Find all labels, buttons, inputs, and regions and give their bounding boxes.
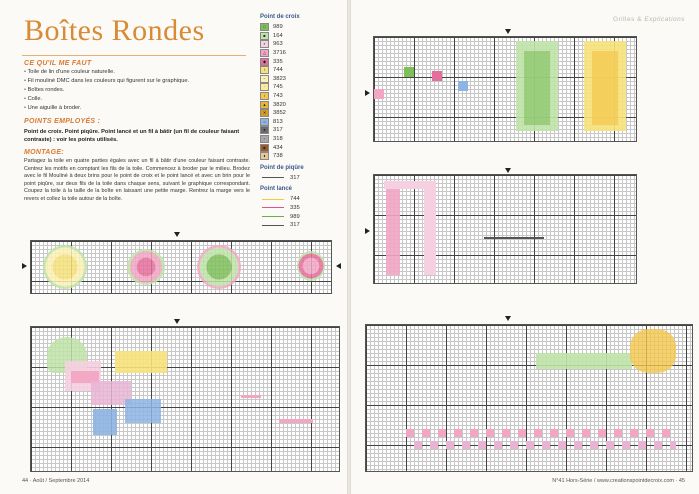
legend-cross-list bbox=[260, 23, 344, 161]
flower-motif bbox=[93, 409, 117, 435]
border-motif bbox=[384, 181, 436, 189]
legend-line-swatch bbox=[262, 177, 284, 178]
materials-item: • Fil mouliné DMC dans les couleurs qui figurent sur le graphique. bbox=[24, 77, 244, 86]
legend-line-swatch bbox=[262, 207, 284, 208]
legend-swatch: △ bbox=[260, 49, 269, 57]
materials-list bbox=[24, 68, 244, 113]
legend-row bbox=[260, 143, 344, 152]
left-page bbox=[0, 0, 347, 494]
legend-swatch: − bbox=[260, 75, 269, 83]
stitch-block bbox=[432, 71, 442, 81]
color-legend bbox=[260, 14, 344, 229]
legend-swatch: / bbox=[260, 92, 269, 100]
legend-swatch: ● bbox=[260, 126, 269, 134]
legend-straight-list bbox=[260, 195, 344, 229]
legend-swatch: ⬧ bbox=[260, 152, 269, 160]
legend-row bbox=[260, 135, 344, 144]
legend-code: 164 bbox=[273, 32, 283, 39]
legend-swatch: ▫ bbox=[260, 135, 269, 143]
legend-cross-heading: Point de croix bbox=[260, 14, 300, 20]
page-footer: N°41 Hors-Série / www.creationspointdecroix.com · 45 bbox=[552, 478, 685, 484]
materials-item: • Boîtes rondes. bbox=[24, 86, 244, 95]
legend-code: 3823 bbox=[273, 75, 286, 82]
legend-row bbox=[260, 32, 344, 41]
legend-swatch: ▲ bbox=[260, 101, 269, 109]
stitches-text: Point de croix. Point piqûre. Point lancé et un fil à bâtir (un fil de couleur faisant contraste) : voir les points utilisés. bbox=[24, 129, 240, 143]
flower-motif bbox=[125, 399, 161, 423]
center-arrow-icon bbox=[22, 263, 27, 269]
legend-swatch: □ bbox=[260, 23, 269, 31]
heart-line bbox=[241, 395, 261, 398]
center-arrow-icon bbox=[365, 228, 370, 234]
legend-row bbox=[260, 40, 344, 49]
legend-row bbox=[260, 92, 344, 101]
legend-code: 318 bbox=[273, 136, 283, 143]
border-motif bbox=[386, 189, 400, 275]
page-footer: 44 · Août / Septembre 2014 bbox=[22, 478, 90, 484]
heart-line bbox=[279, 419, 313, 423]
legend-swatch: ◆ bbox=[260, 58, 269, 66]
legend-row bbox=[260, 100, 344, 109]
legend-swatch: \ bbox=[260, 66, 269, 74]
lemon-motif bbox=[43, 245, 87, 289]
legend-line-swatch bbox=[262, 199, 284, 200]
border-motif bbox=[424, 189, 436, 275]
center-arrow-icon bbox=[505, 316, 511, 321]
frame-motif bbox=[524, 51, 550, 125]
stitches-heading: POINTS EMPLOYÉS : bbox=[24, 118, 101, 125]
legend-code: 335 bbox=[273, 58, 283, 65]
center-arrow-icon bbox=[174, 232, 180, 237]
materials-heading: CE QU'IL ME FAUT bbox=[24, 60, 92, 67]
frame-motif bbox=[592, 51, 618, 125]
legend-row bbox=[260, 57, 344, 66]
legend-line-swatch bbox=[262, 216, 284, 217]
legend-row bbox=[260, 109, 344, 118]
legend-code: 335 bbox=[290, 204, 300, 211]
legend-row bbox=[260, 23, 344, 32]
center-arrow-icon bbox=[365, 90, 370, 96]
assembly-text: Partagez la toile en quatre parties égales avec un fil à bâtir d'une couleur faisant contraste. Centrez les motifs en comptant les fils de la toile. Commencez à broder par le milieu. Brodez avec le fil Mouliné à deux brins pour le point de croix et le point lancé et avec un brin pour le point piqûre, sur deux fils de la toile dans chaque sens, suivant le graphique correspondant. Coupez la toile à la taille de la boîte en laissant une petite marge. Rentrez la marge vers le revers et collez la toile autour de la boîte. bbox=[24, 158, 250, 202]
chart-grid-middle bbox=[373, 174, 637, 284]
main-chart-grid-left bbox=[30, 326, 340, 472]
bow-motif bbox=[115, 351, 167, 373]
page-title: Boîtes Rondes bbox=[24, 14, 205, 47]
stitch-block bbox=[404, 67, 414, 77]
legend-row bbox=[260, 174, 344, 183]
legend-swatch: ■ bbox=[260, 144, 269, 152]
legend-row bbox=[260, 204, 344, 213]
legend-swatch: ○ bbox=[260, 118, 269, 126]
legend-straight-heading: Point lancé bbox=[260, 186, 293, 193]
legend-code: 745 bbox=[273, 84, 283, 91]
legend-code: 3820 bbox=[273, 101, 286, 108]
legend-code: 989 bbox=[290, 213, 300, 220]
legend-code: 317 bbox=[290, 174, 300, 181]
chart-grid-top bbox=[373, 36, 637, 142]
legend-code: 744 bbox=[290, 196, 300, 203]
heart-border bbox=[406, 441, 676, 449]
legend-code: 744 bbox=[273, 67, 283, 74]
legend-row bbox=[260, 118, 344, 127]
legend-code: 317 bbox=[290, 222, 300, 229]
legend-row bbox=[260, 126, 344, 135]
pink-motif bbox=[127, 249, 165, 285]
section-header bbox=[613, 16, 685, 23]
legend-backstitch-heading: Point de piqûre bbox=[260, 164, 304, 171]
legend-code: 434 bbox=[273, 144, 283, 151]
title-rule bbox=[22, 55, 246, 56]
bow-motif bbox=[630, 329, 676, 373]
stitch-block bbox=[458, 81, 468, 91]
heart-border bbox=[406, 429, 676, 437]
center-arrow-icon bbox=[505, 29, 511, 34]
section-header-b: Explications bbox=[644, 16, 685, 23]
lid-chart-grid bbox=[30, 240, 332, 294]
legend-row bbox=[260, 221, 344, 230]
center-arrow-icon bbox=[505, 168, 511, 173]
legend-swatch: · bbox=[260, 83, 269, 91]
legend-code: 317 bbox=[273, 127, 283, 134]
green-motif bbox=[197, 245, 241, 289]
right-page bbox=[351, 0, 699, 494]
materials-item: • Toile de lin d'une couleur naturelle. bbox=[24, 68, 244, 77]
center-arrow-icon bbox=[336, 263, 341, 269]
legend-backstitch-list bbox=[260, 174, 344, 183]
legend-swatch: ✕ bbox=[260, 109, 269, 117]
ribbon-motif bbox=[536, 353, 632, 369]
stitch-block bbox=[374, 89, 384, 99]
legend-row bbox=[260, 75, 344, 84]
legend-swatch: ▪ bbox=[260, 40, 269, 48]
legend-code: 3716 bbox=[273, 50, 286, 57]
legend-code: 743 bbox=[273, 93, 283, 100]
materials-item: • Une aiguille à broder. bbox=[24, 104, 244, 113]
legend-code: 813 bbox=[273, 118, 283, 125]
legend-row bbox=[260, 152, 344, 161]
legend-row bbox=[260, 195, 344, 204]
legend-row bbox=[260, 66, 344, 75]
assembly-heading: MONTAGE: bbox=[24, 149, 64, 156]
legend-code: 989 bbox=[273, 24, 283, 31]
legend-code: 738 bbox=[273, 153, 283, 160]
legend-row bbox=[260, 83, 344, 92]
legend-swatch: ■ bbox=[260, 32, 269, 40]
pink-motif bbox=[297, 251, 325, 281]
legend-row bbox=[260, 212, 344, 221]
legend-line-swatch bbox=[262, 225, 284, 226]
center-arrow-icon bbox=[174, 319, 180, 324]
materials-item: • Colle. bbox=[24, 95, 244, 104]
legend-code: 3852 bbox=[273, 110, 286, 117]
legend-code: 963 bbox=[273, 41, 283, 48]
legend-row bbox=[260, 49, 344, 58]
section-header-a: Grilles & bbox=[612, 16, 642, 23]
main-chart-grid-right bbox=[365, 324, 693, 472]
needle-line bbox=[484, 237, 544, 239]
